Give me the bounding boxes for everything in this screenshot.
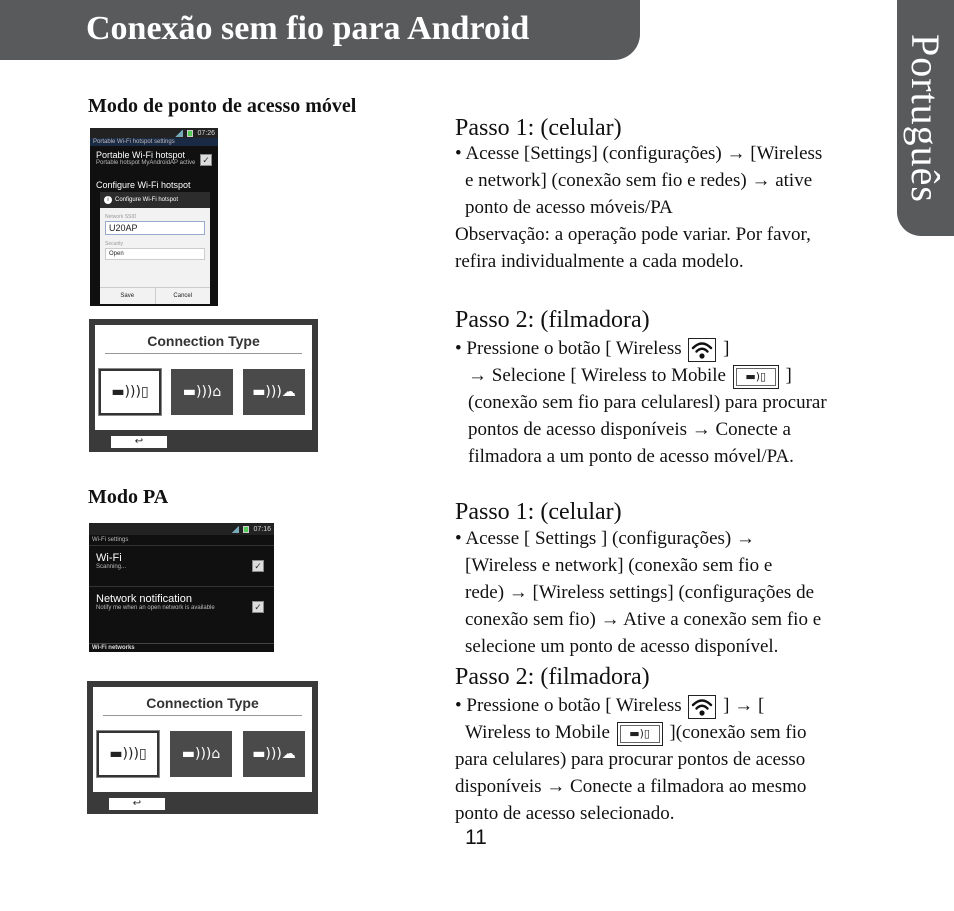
wireless-to-pc-option: [171, 369, 233, 415]
camera-to-laptop-icon-2: ▬)))⌂: [181, 746, 221, 762]
step3-line: selecione um ponto de acesso disponível.: [465, 636, 779, 657]
connection-type-title: Connection Type: [147, 333, 260, 349]
wireless-to-cloud-option: [243, 369, 305, 415]
hotspot-row-sub: Portable hotspot MyAndroidAP active: [96, 160, 196, 166]
step2-line2-pre: → Selecione [ Wireless to Mobile: [468, 365, 726, 386]
step2-text: [455, 335, 827, 470]
info-icon: i: [104, 196, 112, 204]
hotspot-checkbox: ✓: [200, 154, 212, 166]
step3-line: [Wireless e network] (conexão sem fio e: [465, 555, 773, 576]
step4-line: [455, 692, 807, 719]
step1-note: refira individualmente a cada modelo.: [455, 251, 744, 272]
wireless-to-mobile-option-2: [97, 731, 159, 777]
ssid-input: U20AP: [105, 221, 205, 235]
wifi-settings-title: Wi-Fi settings: [89, 535, 274, 546]
step1-line: e network] (conexão sem fio e redes) → ative: [465, 170, 813, 191]
step1-line: ponto de acesso móveis/PA: [465, 197, 673, 218]
page-number: 11: [465, 826, 487, 849]
wifi-row-sub: Scanning...: [96, 564, 127, 570]
wireless-to-pc-option-2: [170, 731, 232, 777]
dialog-buttons: [100, 287, 210, 304]
title-divider-2: [103, 715, 302, 716]
step4-text: [455, 692, 807, 827]
save-button: Save: [100, 288, 156, 304]
step2-line1-pre: • Pressione o botão [ Wireless: [455, 338, 682, 359]
camera-to-cloud-icon-2: ▬)))☁: [252, 746, 296, 762]
notification-checkbox: ✓: [252, 601, 264, 613]
step1-title: Passo 1: (celular): [455, 115, 622, 141]
connection-type-card-1: [89, 319, 318, 452]
step4-line1-pre: • Pressione o botão [ Wireless: [455, 695, 682, 716]
phone-screenshot-hotspot: [90, 128, 218, 306]
step4-line: [455, 719, 807, 746]
step1-note: Observação: a operação pode variar. Por favor,: [455, 224, 811, 245]
title-divider: [105, 353, 302, 354]
dialog-header: [100, 192, 210, 208]
page-title: Conexão sem fio para Android: [86, 10, 530, 47]
camera-to-cloud-icon: ▬)))☁: [252, 384, 296, 400]
step2-line2-post: ]: [785, 365, 792, 386]
section-heading-ap: Modo PA: [88, 486, 169, 508]
camera-to-mobile-icon-2: ▬)))▯: [109, 746, 147, 762]
step2-line1-post: ]: [723, 338, 730, 359]
wifi-icon: [688, 695, 716, 719]
language-tab-label-wrap: [899, 12, 951, 224]
notification-row: [89, 587, 274, 631]
step3-line: conexão sem fio) → Ative a conexão sem fio e: [465, 609, 822, 630]
wireless-to-cloud-option-2: [243, 731, 305, 777]
step3-text: [455, 525, 821, 660]
step4-line: disponíveis → Conecte a filmadora ao mesmo: [455, 776, 807, 797]
security-select: Open: [105, 248, 205, 260]
status-bar-2: [89, 523, 274, 535]
step3-line: rede) → [Wireless settings] (configurações de: [465, 582, 815, 603]
camera-to-laptop-icon: ▬)))⌂: [182, 384, 222, 400]
language-tab-label: Português: [902, 33, 948, 203]
step1-line: • Acesse [Settings] (configurações) → [Wireless: [455, 143, 823, 164]
connection-type-panel-2: [93, 687, 312, 808]
signal-icon-2: [231, 526, 239, 533]
status-time-2: 07:16: [253, 525, 271, 533]
step1-text: [455, 140, 822, 275]
phone-screenshot-wifi: [89, 523, 274, 652]
configure-row-title: Configure Wi-Fi hotspot: [96, 180, 191, 190]
status-bar: [90, 128, 218, 138]
wifi-networks-header: Wi-Fi networks: [89, 643, 274, 652]
notification-row-title: Network notification: [96, 593, 192, 605]
wifi-row-title: Wi-Fi: [96, 552, 122, 564]
step2-line: [455, 362, 827, 389]
notification-row-sub: Notify me when an open network is available: [96, 605, 215, 611]
step4-line: para celulares) para procurar pontos de acesso: [455, 749, 806, 770]
step2-line: [455, 335, 827, 362]
step4-line1-post: ] → [: [723, 695, 765, 716]
battery-icon-2: [243, 526, 249, 533]
wifi-icon: [688, 338, 716, 362]
step4-title: Passo 2: (filmadora): [455, 664, 650, 690]
configure-dialog: [100, 192, 210, 304]
step3-line: • Acesse [ Settings ] (configurações) →: [455, 528, 756, 549]
wifi-checkbox: ✓: [252, 560, 264, 572]
step2-line: filmadora a um ponto de acesso móvel/PA.: [468, 446, 794, 467]
battery-icon: [187, 130, 193, 137]
hotspot-row: [90, 146, 218, 180]
card-footer-2: [87, 792, 318, 814]
connection-type-title-2: Connection Type: [146, 695, 259, 711]
connection-type-card-2: [87, 681, 318, 814]
connection-type-panel: [95, 325, 312, 446]
wireless-to-mobile-icon: ▬)▯: [617, 722, 663, 746]
wifi-row: [89, 546, 274, 587]
wireless-to-mobile-option: [99, 369, 161, 415]
step4-line: ponto de acesso selecionado.: [455, 803, 675, 824]
step2-line: (conexão sem fio para celularesl) para procurar: [468, 392, 827, 413]
ssid-label: Network SSID: [105, 214, 137, 220]
section-heading-hotspot: Modo de ponto de acesso móvel: [88, 95, 357, 117]
hotspot-row-title: Portable Wi-Fi hotspot: [96, 150, 186, 160]
status-time: 07:26: [197, 129, 215, 137]
app-title: Portable Wi-Fi hotspot settings: [90, 138, 218, 146]
step2-line: pontos de acesso disponíveis → Conecte a: [468, 419, 791, 440]
back-icon: ↩: [111, 436, 167, 448]
dialog-title: Configure Wi-Fi hotspot: [115, 197, 179, 203]
step3-title: Passo 1: (celular): [455, 499, 622, 525]
step4-line2-post: ](conexão sem fio: [669, 722, 807, 743]
back-icon-2: ↩: [109, 798, 165, 810]
card-footer: [89, 430, 318, 452]
security-label: Security: [105, 241, 124, 247]
camera-to-mobile-icon: ▬)))▯: [111, 384, 149, 400]
wireless-to-mobile-icon: ▬)▯: [733, 365, 779, 389]
cancel-button: Cancel: [173, 293, 193, 299]
signal-icon: [175, 130, 183, 137]
step4-line2-pre: Wireless to Mobile: [465, 722, 610, 743]
step2-title: Passo 2: (filmadora): [455, 307, 650, 333]
